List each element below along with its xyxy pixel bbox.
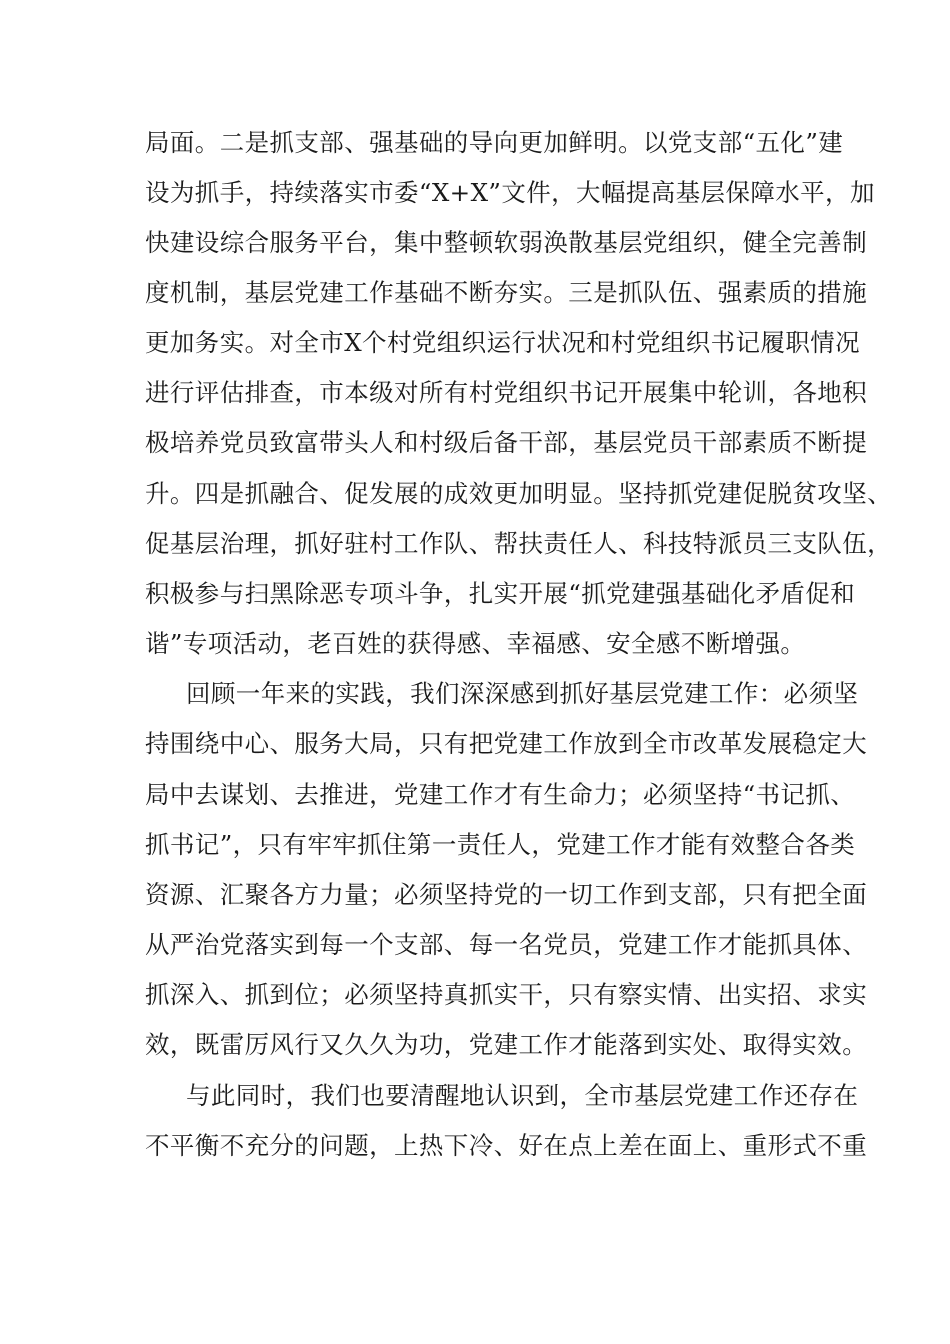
text-line: 积极参与扫黑除恶专项斗争，扎实开展“抓党建强基础化矛盾促和 (145, 579, 856, 608)
paragraph-start-line: 与此同时，我们也要清醒地认识到，全市基层党建工作还存在 (186, 1081, 859, 1110)
text-line: 度机制，基层党建工作基础不断夯实。三是抓队伍、强素质的措施 (145, 278, 868, 307)
text-line: 极培养党员致富带头人和村级后备干部，基层党员干部素质不断提 (145, 428, 868, 457)
text-line: 进行评估排查，市本级对所有村党组织书记开展集中轮训，各地积 (145, 378, 868, 407)
text-line: 局面。二是抓支部、强基础的导向更加鲜明。以党支部“五化”建 (145, 128, 844, 157)
text-line: 设为抓手，持续落实市委“X+X”文件，大幅提高基层保障水平，加 (145, 178, 875, 207)
text-line: 促基层治理，抓好驻村工作队、帮扶责任人、科技特派员三支队伍， (145, 529, 892, 558)
text-line: 抓书记”，只有牢牢抓住第一责任人，党建工作才能有效整合各类 (145, 830, 856, 859)
text-line: 抓深入、抓到位；必须坚持真抓实干，只有察实情、出实招、求实 (145, 980, 868, 1009)
text-line: 升。四是抓融合、促发展的成效更加明显。坚持抓党建促脱贫攻坚、 (145, 479, 892, 508)
text-line: 不平衡不充分的问题，上热下冷、好在点上差在面上、重形式不重 (145, 1131, 868, 1160)
text-line: 更加务实。对全市X个村党组织运行状况和村党组织书记履职情况 (145, 328, 861, 357)
text-line: 局中去谋划、去推进，党建工作才有生命力；必须坚持“书记抓、 (145, 780, 856, 809)
text-line: 持围绕中心、服务大局，只有把党建工作放到全市改革发展稳定大 (145, 729, 868, 758)
text-line: 谐”专项活动，老百姓的获得感、幸福感、安全感不断增强。 (145, 629, 806, 658)
text-line: 从严治党落实到每一个支部、每一名党员，党建工作才能抓具体、 (145, 930, 868, 959)
text-line: 快建设综合服务平台，集中整顿软弱涣散基层党组织，健全完善制 (145, 228, 868, 257)
text-line: 资源、汇聚各方力量；必须坚持党的一切工作到支部，只有把全面 (145, 880, 868, 909)
paragraph-start-line: 回顾一年来的实践，我们深深感到抓好基层党建工作：必须坚 (186, 679, 859, 708)
text-line: 效，既雷厉风行又久久为功，党建工作才能落到实处、取得实效。 (145, 1030, 868, 1059)
